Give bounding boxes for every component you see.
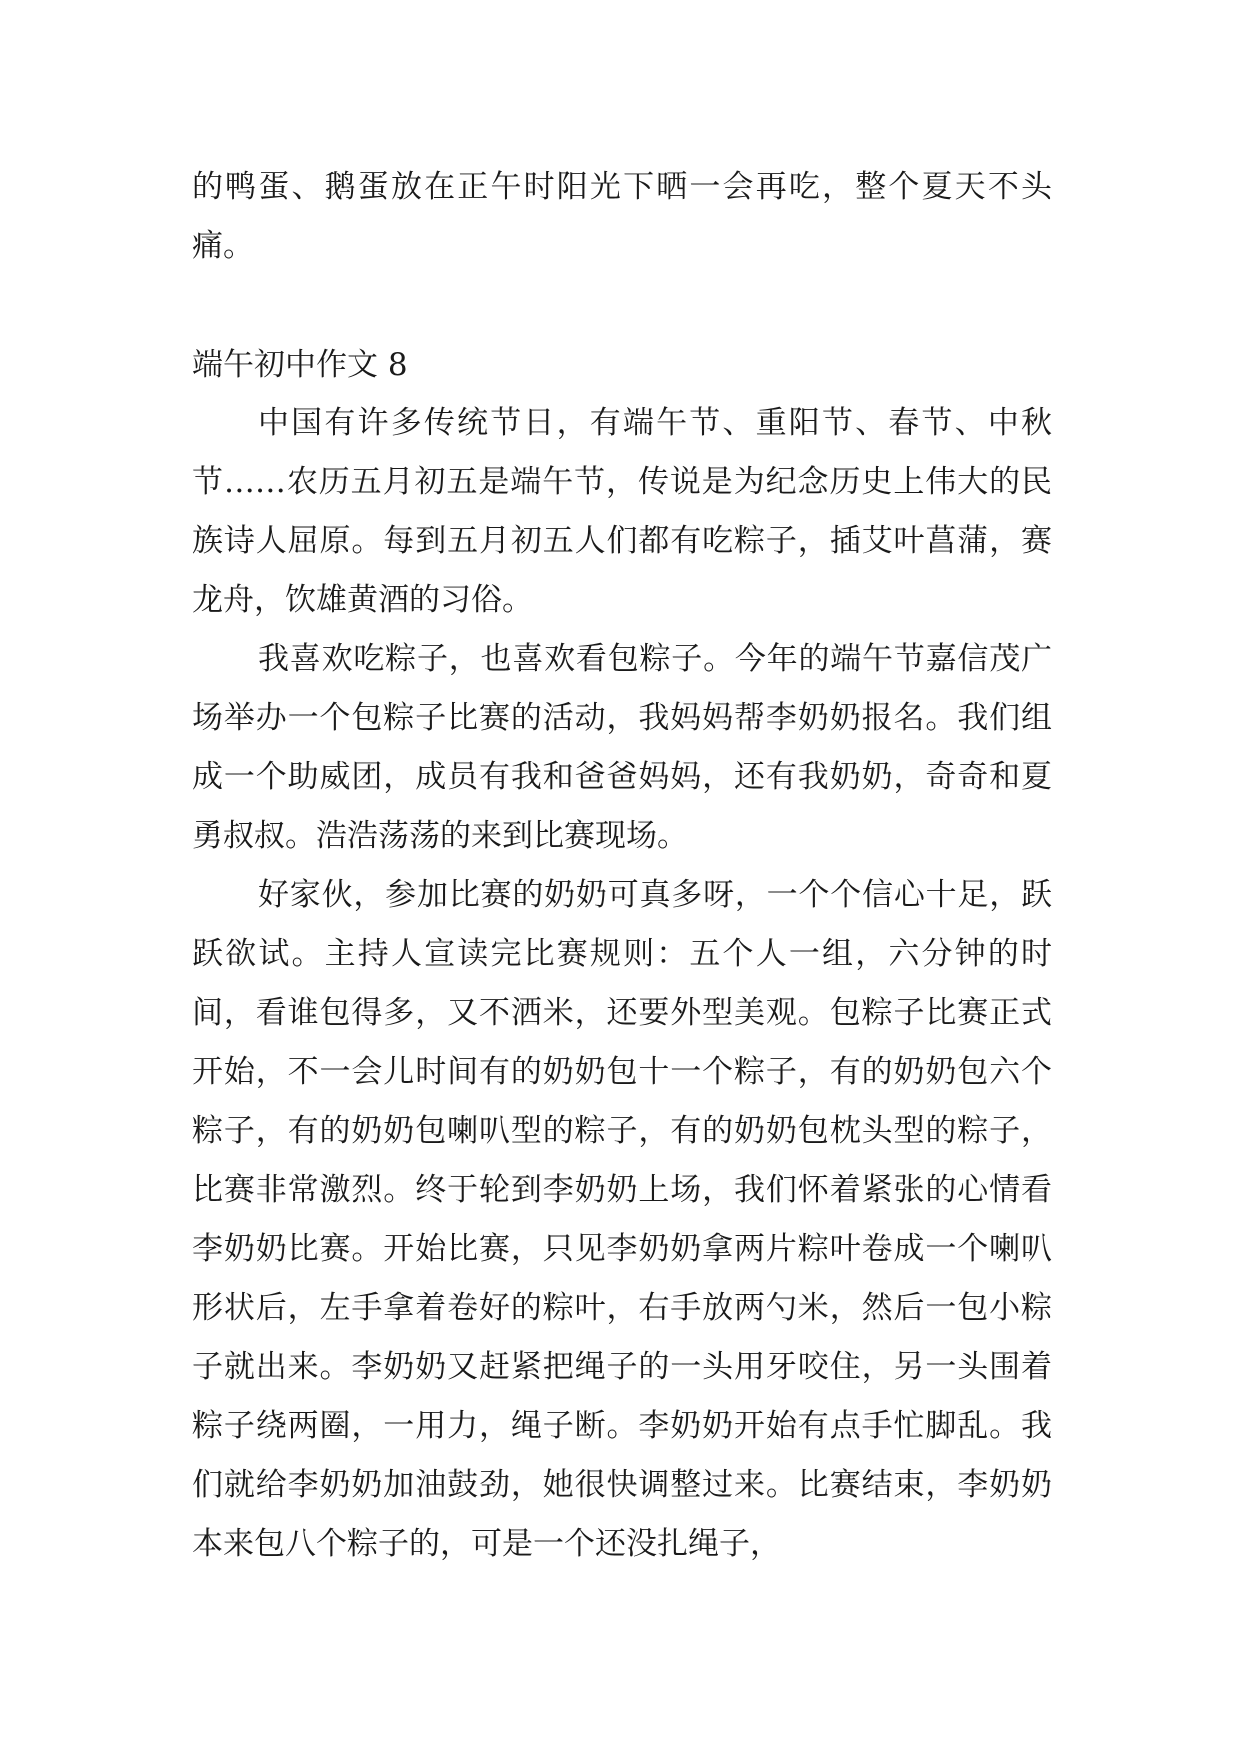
essay-body <box>192 394 1052 1574</box>
paragraph-1: 中国有许多传统节日，有端午节、重阳节、春节、中秋节……农历五月初五是端午节，传说是为纪念历史上伟大的民族诗人屈原。每到五月初五人们都有吃粽子，插艾叶菖蒲，赛龙舟，饮雄黄酒的习俗。 <box>192 405 1052 618</box>
paragraph-continuation: 的鸭蛋、鹅蛋放在正午时阳光下晒一会再吃，整个夏天不头痛。 <box>192 169 1052 264</box>
paragraph-2: 我喜欢吃粽子，也喜欢看包粽子。今年的端午节嘉信茂广场举办一个包粽子比赛的活动，我妈妈帮李奶奶报名。我们组成一个助威团，成员有我和爸爸妈妈，还有我奶奶，奇奇和夏勇叔叔。浩浩荡荡的来到比赛现场。 <box>192 641 1052 854</box>
continuation-text <box>192 158 1052 276</box>
section-title: 端午初中作文 8 <box>192 347 408 383</box>
paragraph-3: 好家伙，参加比赛的奶奶可真多呀，一个个信心十足，跃跃欲试。主持人宣读完比赛规则：五个人一组，六分钟的时间，看谁包得多，又不洒米，还要外型美观。包粽子比赛正式开始，不一会儿时间有的奶奶包十一个粽子，有的奶奶包六个粽子，有的奶奶包喇叭型的粽子，有的奶奶包枕头型的粽子，比赛非常激烈。终于轮到李奶奶上场，我们怀着紧张的心情看李奶奶比赛。开始比赛，只见李奶奶拿两片粽叶卷成一个喇叭形状后，左手拿着卷好的粽叶，右手放两勺米，然后一包小粽子就出来。李奶奶又赶紧把绳子的一头用牙咬住，另一头围着粽子绕两圈，一用力，绳子断。李奶奶开始有点手忙脚乱。我们就给李奶奶加油鼓劲，她很快调整过来。比赛结束，李奶奶本来包八个粽子的，可是一个还没扎绳子， <box>192 877 1052 1562</box>
